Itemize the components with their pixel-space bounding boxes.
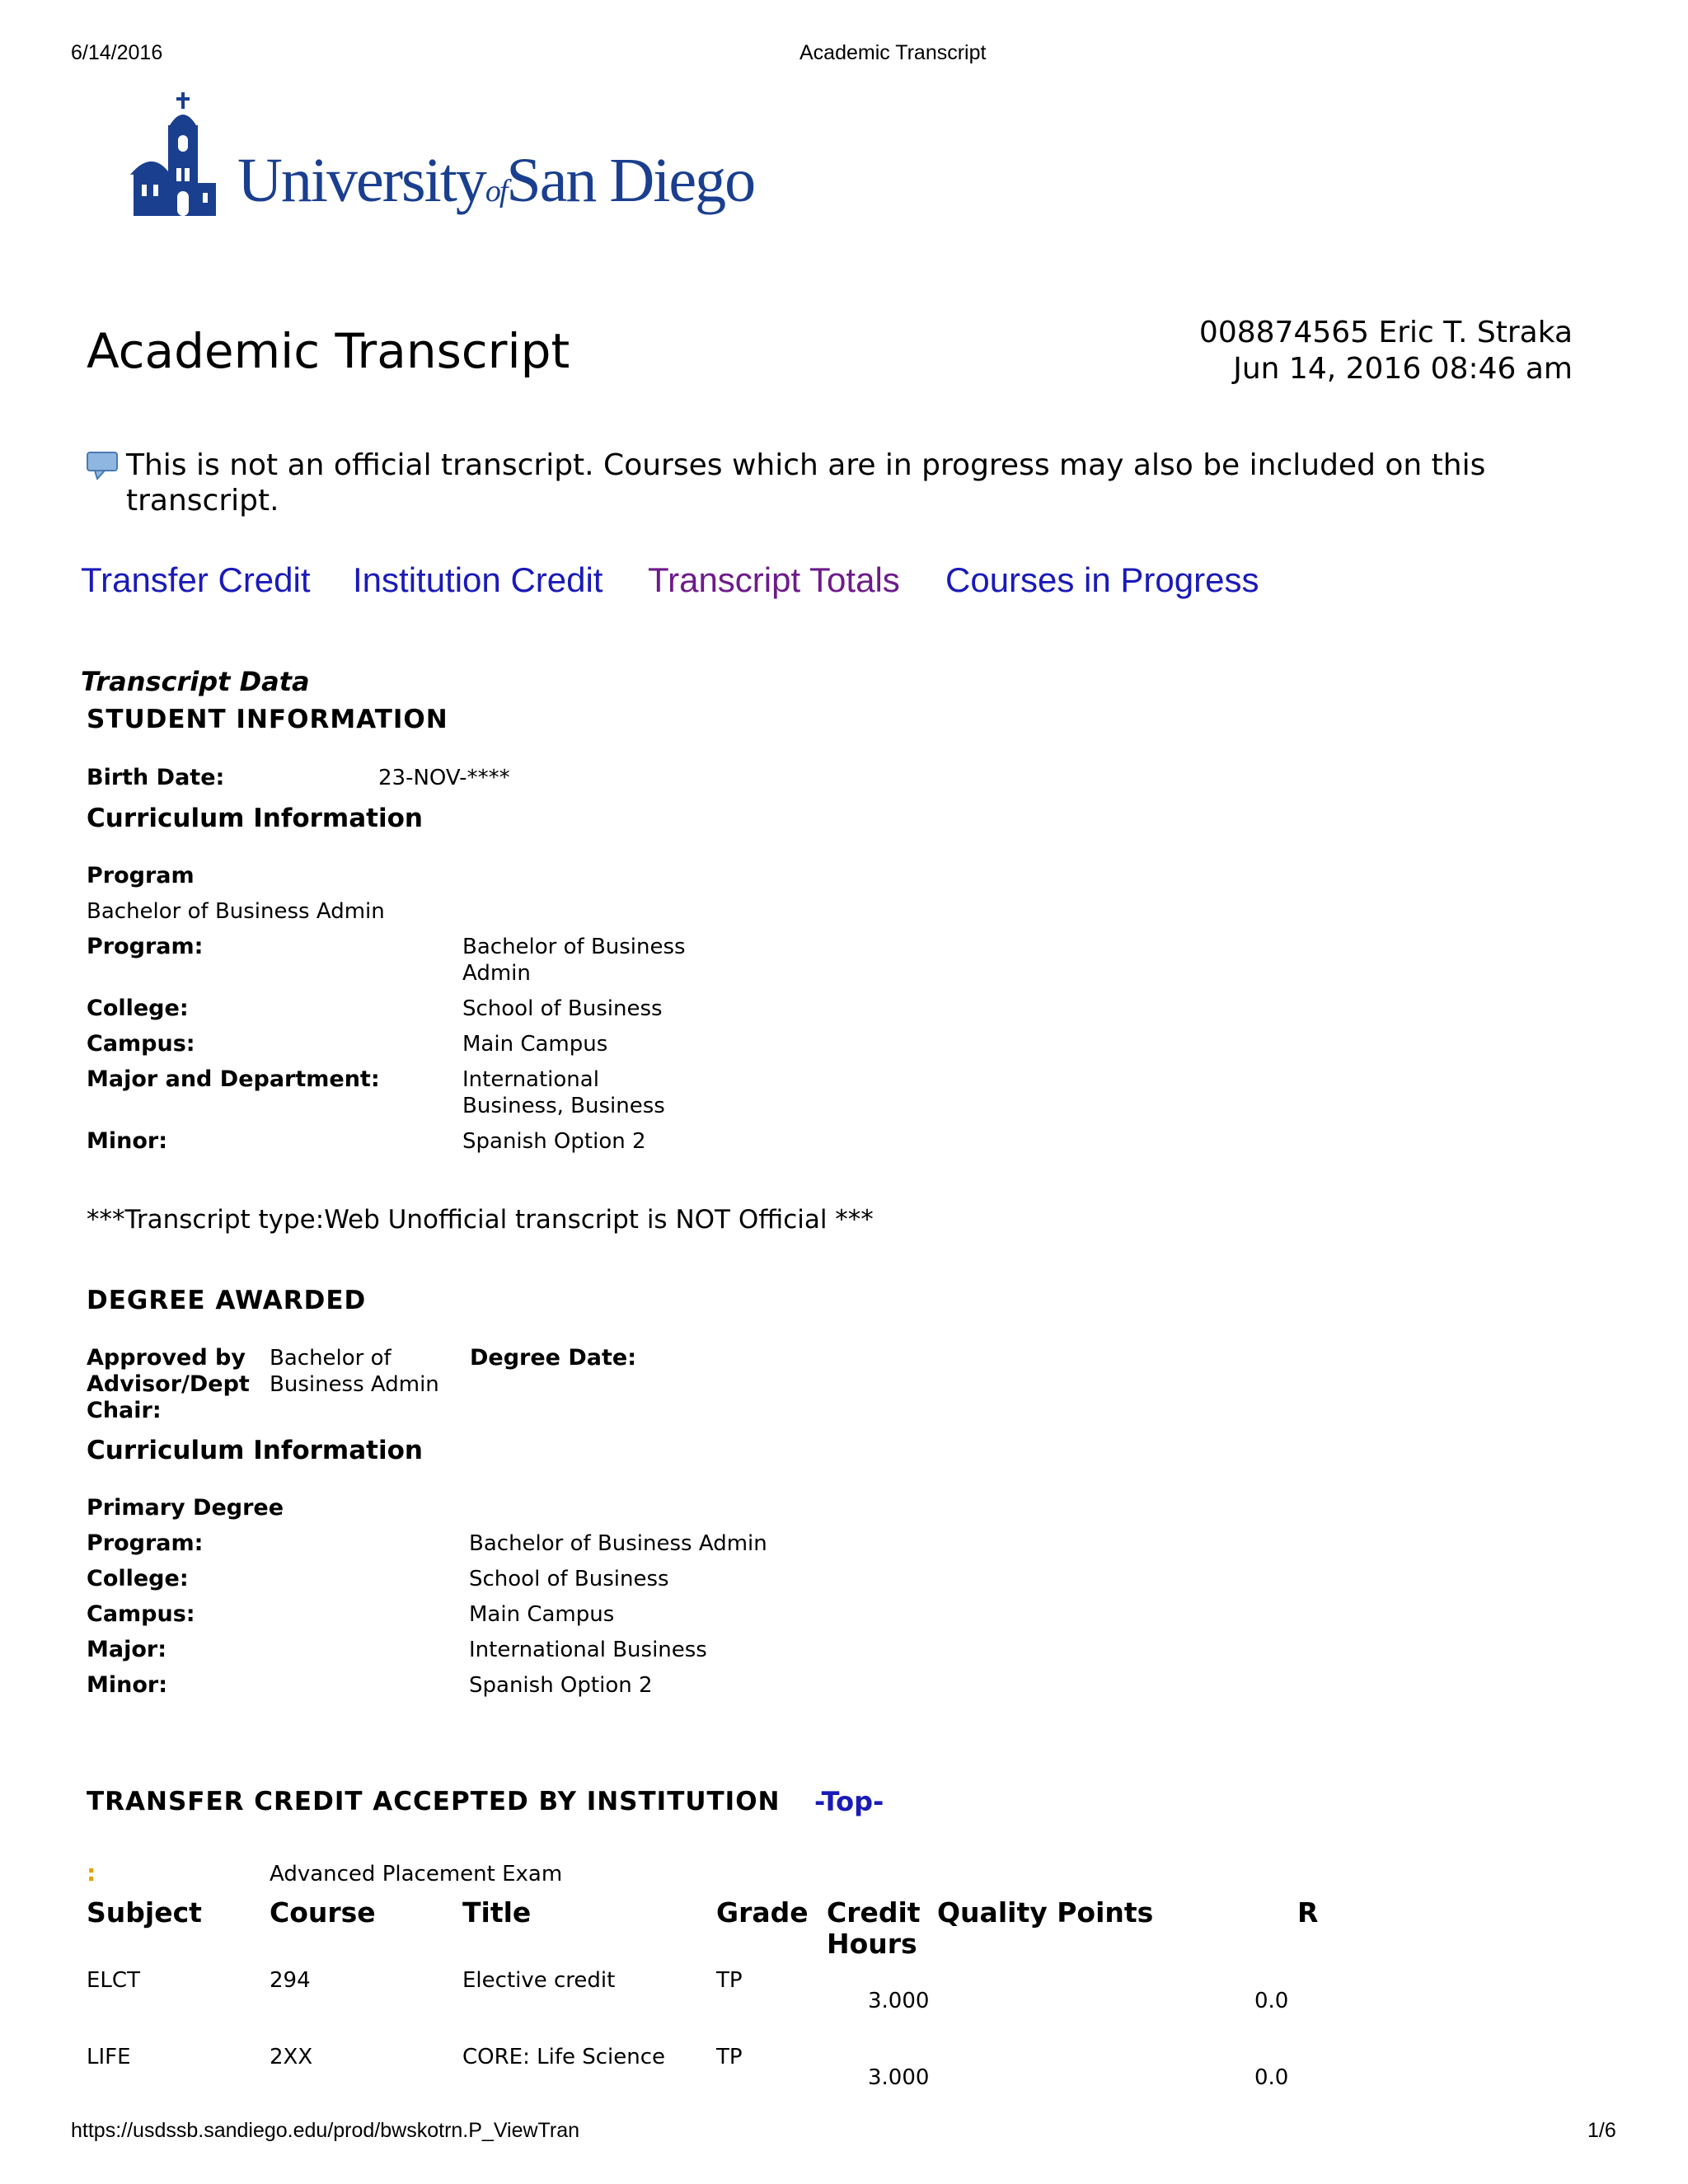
col-grade: Grade — [716, 1896, 809, 1929]
degree-value: Spanish Option 2 — [469, 1673, 653, 1698]
nav-institution-credit[interactable]: Institution Credit — [353, 560, 603, 599]
cell-grade: TP — [716, 1968, 743, 1993]
col-subject: Subject — [87, 1896, 202, 1929]
curriculum-heading: Curriculum Information — [87, 804, 423, 833]
primary-degree-heading: Primary Degree — [87, 1495, 284, 1521]
nav-transfer-credit[interactable]: Transfer Credit — [81, 560, 311, 599]
info-value: Bachelor of Business Admin — [462, 935, 686, 986]
degree-label: College: — [87, 1566, 189, 1591]
source-colon: : — [87, 1859, 96, 1886]
cell-credit: 3.000 — [868, 1989, 930, 2013]
col-quality-points: Quality Points — [937, 1896, 1154, 1929]
page-title: Academic Transcript — [87, 323, 570, 379]
nav-courses-in-progress[interactable]: Courses in Progress — [945, 560, 1259, 599]
col-title: Title — [462, 1896, 532, 1929]
info-label: Program: — [87, 934, 204, 959]
print-date: 6/14/2016 — [71, 41, 163, 64]
report-timestamp: Jun 14, 2016 08:46 am — [1233, 352, 1573, 386]
cell-course: 294 — [270, 1968, 311, 1993]
degree-curriculum-heading: Curriculum Information — [87, 1436, 423, 1465]
degree-heading: DEGREE AWARDED — [87, 1286, 367, 1315]
student-info-heading: STUDENT INFORMATION — [87, 705, 448, 734]
transfer-heading: TRANSFER CREDIT ACCEPTED BY INSTITUTION — [87, 1787, 781, 1816]
approved-label: Approved by Advisor/Dept Chair: — [87, 1345, 250, 1423]
cell-credit: 3.000 — [868, 2065, 930, 2090]
mission-building-icon — [130, 92, 246, 216]
degree-label: Campus: — [87, 1601, 195, 1627]
info-label: College: — [87, 996, 189, 1021]
transcript-type: ***Transcript type:Web Unofficial transcript is NOT Official *** — [87, 1205, 874, 1235]
student-id-name: 008874565 Eric T. Straka — [1198, 316, 1573, 349]
birth-date-value: 23-NOV-**** — [378, 766, 510, 790]
info-bubble-icon — [87, 452, 118, 480]
cell-course: 2XX — [270, 2045, 313, 2069]
col-r: R — [1297, 1896, 1319, 1929]
degree-value: International Business — [469, 1638, 707, 1662]
footer-url: https://usdssb.sandiego.edu/prod/bwskotrn.P_ViewTran — [71, 2119, 580, 2142]
info-label: Minor: — [87, 1128, 168, 1154]
cell-quality-points: 0.0 — [1254, 2065, 1289, 2090]
info-value: School of Business — [462, 996, 663, 1021]
footer-page-number: 1/6 — [1587, 2119, 1616, 2142]
transfer-source: Advanced Placement Exam — [270, 1862, 563, 1886]
approved-value: Bachelor of Business Admin — [270, 1346, 439, 1397]
birth-date-label: Birth Date: — [87, 765, 225, 790]
university-name: UniversityofSan Diego — [237, 146, 755, 215]
top-link[interactable]: -Top- — [814, 1786, 884, 1817]
program-name: Bachelor of Business Admin — [87, 899, 385, 924]
col-course: Course — [270, 1896, 376, 1929]
degree-date-label: Degree Date: — [470, 1345, 637, 1371]
degree-label: Major: — [87, 1637, 167, 1662]
unofficial-notice: This is not an official transcript. Courses which are in progress may also be included on this transcript. — [126, 448, 1486, 518]
print-title: Academic Transcript — [799, 41, 987, 64]
info-label: Major and Department: — [87, 1066, 380, 1092]
program-heading: Program — [87, 863, 195, 888]
degree-value: Main Campus — [469, 1602, 615, 1627]
degree-label: Program: — [87, 1530, 204, 1556]
degree-label: Minor: — [87, 1672, 168, 1698]
degree-value: School of Business — [469, 1567, 669, 1591]
cell-title: CORE: Life Science — [462, 2045, 666, 2069]
info-value: Main Campus — [462, 1032, 608, 1057]
cell-title: Elective credit — [462, 1968, 616, 1993]
degree-value: Bachelor of Business Admin — [469, 1531, 767, 1556]
cell-subject: LIFE — [87, 2045, 131, 2069]
nav-transcript-totals[interactable]: Transcript Totals — [648, 560, 900, 599]
cell-grade: TP — [716, 2045, 743, 2069]
info-value: International Business, Business — [462, 1067, 665, 1118]
transcript-data-heading: Transcript Data — [81, 666, 310, 697]
info-value: Spanish Option 2 — [462, 1129, 646, 1154]
info-label: Campus: — [87, 1031, 195, 1057]
student-id-block — [1199, 315, 1573, 387]
cell-subject: ELCT — [87, 1968, 140, 1993]
col-credit-hours: Credit Hours — [827, 1896, 921, 1960]
cell-quality-points: 0.0 — [1254, 1989, 1289, 2013]
